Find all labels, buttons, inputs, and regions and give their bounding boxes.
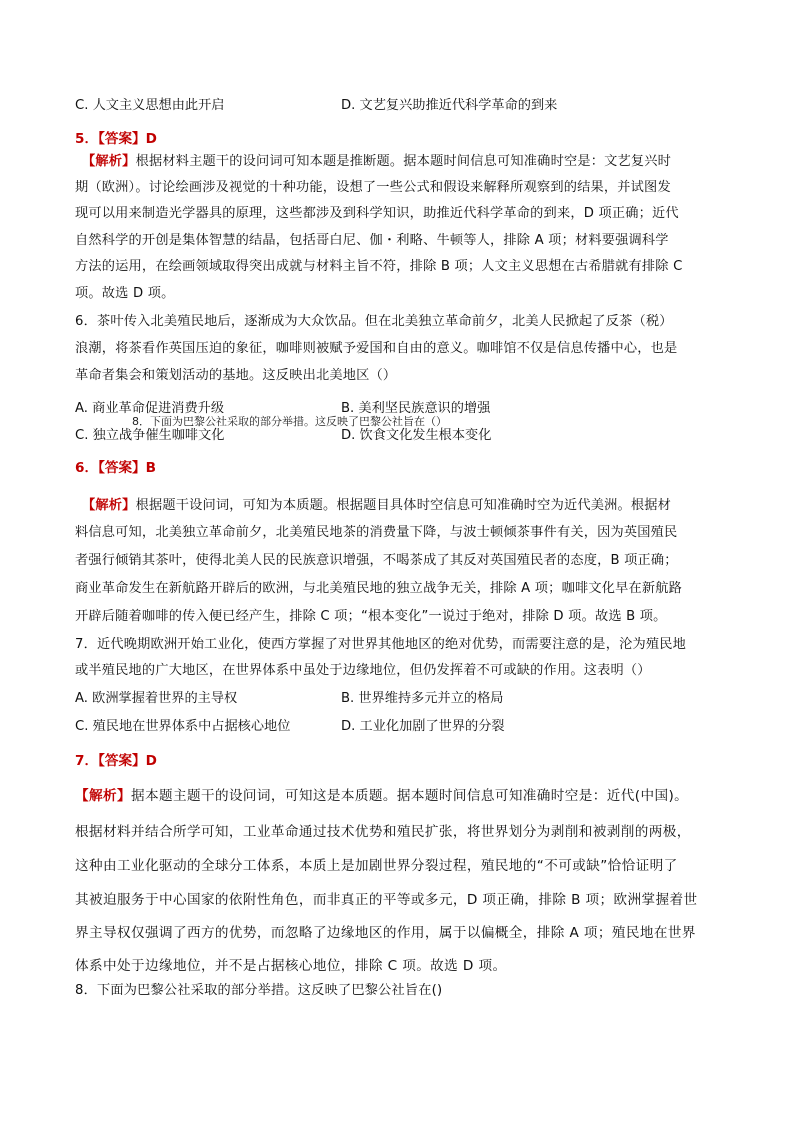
q6-option-b: B. 美利坚民族意识的增强 — [341, 401, 491, 416]
q7-option-b: B. 世界维持多元并立的格局 — [341, 691, 504, 706]
explanation-6-line-3: 者强行倾销其茶叶，使得北美人民的民族意识增强，不喝茶成了其反对英国殖民者的态度，B 项正确； — [75, 553, 678, 568]
question-6-line-3: 革命者集会和策划活动的基地。这反映出北美地区（） — [75, 368, 397, 383]
q4-option-d: D. 文艺复兴助推近代科学革命的到来 — [341, 98, 558, 113]
explanation-7-line-5: 界主导权仅强调了西方的优势，而忽略了边缘地区的作用，属于以偏概全，排除 A 项；殖民地在世界 — [75, 925, 696, 941]
explanation-7-line-1 — [75, 787, 688, 805]
explanation-6-line-2: 料信息可知，北美独立革命前夕，北美殖民地茶的消费量下降，与波士顿倾茶事件有关，因为英国殖民 — [75, 525, 678, 540]
explanation-7-text-1: 据本题主题干的设问词，可知这是本质题。据本题时间信息可知准确时空是：近代(中国)。 — [130, 788, 689, 804]
explanation-5-line-5: 方法的运用，在绘画领域取得突出成就与材料主旨不符，排除 B 项；人文主义思想在古希腊就有排除 C — [75, 259, 683, 274]
question-8-text: 8．下面为巴黎公社采取的部分举措。这反映了巴黎公社旨在() — [75, 983, 443, 998]
question-7-line-1: 7．近代晚期欧洲开始工业化，使西方掌握了对世界其他地区的绝对优势，而需要注意的是，沦为殖民地 — [75, 637, 687, 652]
answer-7-heading — [75, 749, 157, 769]
answer-6-number: 6． — [75, 460, 99, 476]
answer-7-number: 7． — [75, 753, 99, 769]
explanation-5-line-1 — [82, 153, 671, 171]
explanation-7-line-2: 根据材料并结合所学可知，工业革命通过技术优势和殖民扩张，将世界划分为剥削和被剥削的两极， — [75, 824, 691, 840]
explanation-6-line-5: 开辟后随着咖啡的传入便已经产生，排除 C 项；“根本变化”一说过于绝对，排除 D 项。故选 B 项。 — [75, 609, 667, 624]
explanation-5-text-1: 根据材料主题干的设问词可知本题是推断题。据本题时间信息可知准确时空是：文艺复兴时 — [135, 154, 672, 169]
explanation-6-line-1 — [82, 497, 671, 515]
answer-6-heading — [75, 456, 156, 476]
explanation-7-head: 【解析】 — [75, 788, 131, 804]
q7-option-c: C. 殖民地在世界体系中占据核心地位 — [75, 719, 291, 734]
q6-option-a: A. 商业革命促进消费升级 — [75, 401, 225, 416]
question-6-line-2: 浪潮，将茶看作英国压迫的象征，咖啡则被赋予爱国和自由的意义。咖啡馆不仅是信息传播中心，也是 — [75, 341, 678, 356]
explanation-7-line-3: 这种由工业化驱动的全球分工体系，本质上是加剧世界分裂过程，殖民地的“不可或缺”恰恰证明了 — [75, 858, 678, 874]
answer-5-label: 【答案】D — [98, 131, 157, 147]
explanation-6-text-1: 根据题干设问词，可知为本质题。根据题目具体时空信息可知准确时空为近代美洲。根据材 — [135, 498, 672, 513]
answer-6-label: 【答案】B — [98, 460, 156, 476]
q6-option-c: C. 独立战争催生咖啡文化 — [75, 428, 225, 443]
explanation-5-line-4: 自然科学的开创是集体智慧的结晶，包括哥白尼、伽・利略、牛顿等人，排除 A 项；材料要强调科学 — [75, 233, 669, 248]
explanation-5-line-2: 期（欧洲）。讨论绘画涉及视觉的十种功能，设想了一些公式和假设来解释所观察到的结果，并试图发 — [75, 180, 671, 195]
explanation-5-line-3: 现可以用来制造光学器具的原理，这些都涉及到科学知识，助推近代科学革命的到来，D 项正确；近代 — [75, 206, 679, 221]
answer-7-label: 【答案】D — [98, 753, 157, 769]
explanation-7-line-4: 其被迫服务于中心国家的依附性角色，而非真正的平等或多元，D 项正确，排除 B 项；欧洲掌握着世 — [75, 892, 698, 908]
explanation-5-head: 【解析】 — [82, 154, 136, 169]
q4-option-c: C. 人文主义思想由此开启 — [75, 98, 225, 113]
q7-option-d: D. 工业化加剧了世界的分裂 — [341, 719, 505, 734]
overlapping-question-8-text: 8．下面为巴黎公社采取的部分举措。这反映了巴黎公社旨在（） — [132, 415, 447, 428]
question-7-line-2: 或半殖民地的广大地区，在世界体系中虽处于边缘地位，但仍发挥着不可或缺的作用。这表明（） — [75, 663, 651, 678]
answer-5-number: 5． — [75, 131, 99, 147]
explanation-7-line-6: 体系中处于边缘地位，并不是占据核心地位，排除 C 项。故选 D 项。 — [75, 958, 507, 974]
answer-5-heading — [75, 127, 157, 147]
explanation-6-line-4: 商业革命发生在新航路开辟后的欧洲，与北美殖民地的独立战争无关，排除 A 项；咖啡文化早在新航路 — [75, 581, 683, 596]
q7-option-a: A. 欧洲掌握着世界的主导权 — [75, 691, 238, 706]
question-6-line-1: 6．茶叶传入北美殖民地后，逐渐成为大众饮品。但在北美独立革命前夕，北美人民掀起了反茶（税） — [75, 314, 673, 329]
q6-option-d: D. 饮食文化发生根本变化 — [341, 428, 492, 443]
explanation-5-line-6: 项。故选 D 项。 — [75, 286, 175, 301]
explanation-6-head: 【解析】 — [82, 498, 136, 513]
